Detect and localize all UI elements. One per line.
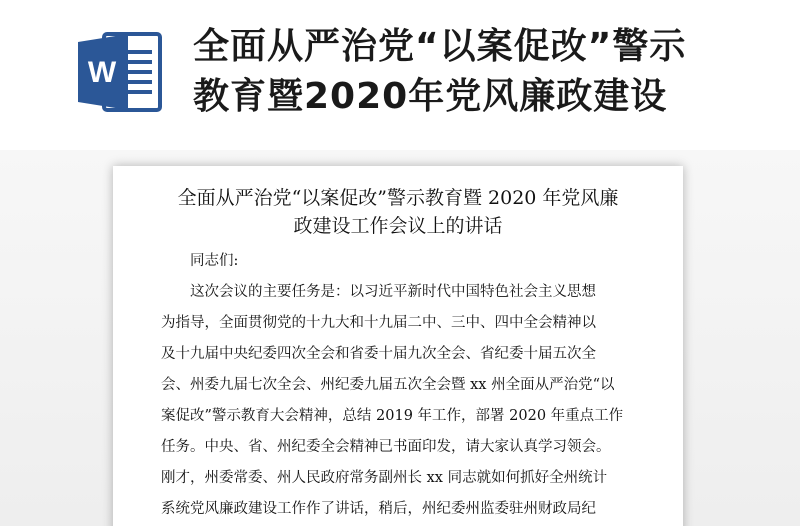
body-line: 系统党风廉政建设工作作了讲话，稍后，州纪委州监委驻州财政局纪	[161, 501, 596, 517]
body-line: 案促改”警示教育大会精神，总结 2019 年工作，部署 2020 年重点工作	[161, 408, 624, 424]
page-title	[193, 22, 793, 122]
body-line: 及十九届中央纪委四次全会和省委十届九次全会、省纪委十届五次全	[161, 346, 596, 362]
body-line: 会、州委九届七次全会、州纪委九届五次全会暨 xx 州全面从严治党“以	[161, 377, 615, 393]
document-title-line-2: 政建设工作会议上的讲话	[293, 215, 503, 237]
salutation: 同志们:	[190, 253, 239, 269]
document-body	[161, 246, 646, 525]
body-line: 这次会议的主要任务是：以习近平新时代中国特色社会主义思想	[190, 284, 596, 300]
document-page	[113, 166, 683, 526]
header-banner	[0, 0, 800, 150]
word-icon-letter: W	[87, 56, 117, 89]
word-document-icon	[76, 30, 166, 114]
body-line: 任务。中央、省、州纪委全会精神已书面印发，请大家认真学习领会。	[161, 439, 611, 455]
page-title-line-2: 教育暨2020年党风廉政建设	[193, 76, 668, 117]
body-line: 刚才，州委常委、州人民政府常务副州长 xx 同志就如何抓好全州统计	[161, 470, 608, 486]
page-title-line-1: 全面从严治党“以案促改”警示	[193, 26, 687, 67]
body-line: 为指导，全面贯彻党的十九大和十九届二中、三中、四中全会精神以	[161, 315, 596, 331]
document-title	[133, 184, 663, 240]
document-title-line-1: 全面从严治党“以案促改”警示教育暨 2020 年党风廉	[177, 187, 619, 209]
